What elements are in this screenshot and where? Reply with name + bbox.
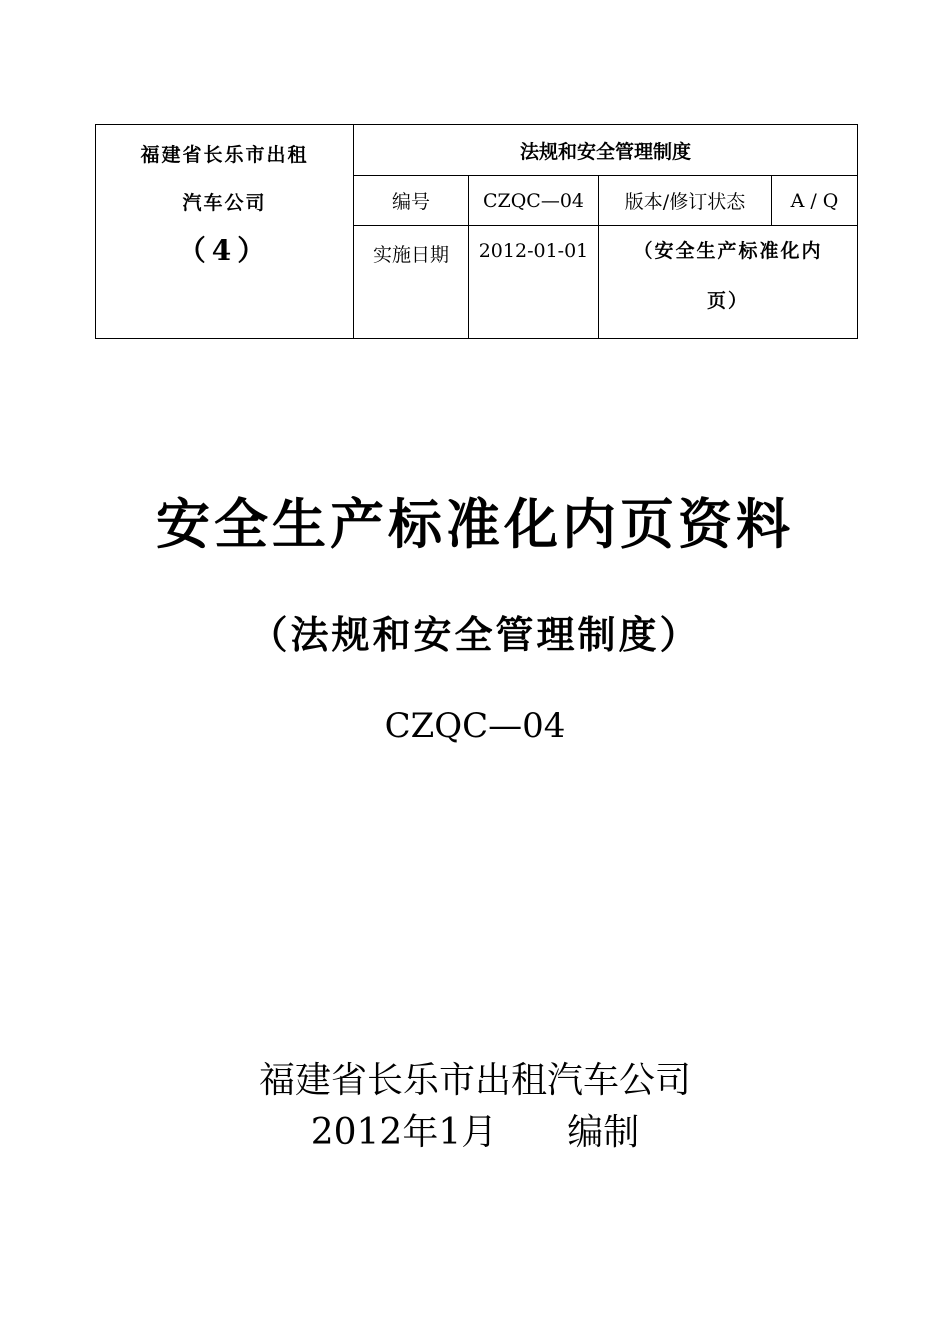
company-cell (96, 125, 354, 339)
document-header-table (95, 124, 858, 339)
footer-company: 福建省长乐市出租汽车公司 (258, 1060, 691, 1101)
date-value: 2012-01-01 (469, 226, 599, 339)
document-title: 法规和安全管理制度 (354, 125, 858, 176)
company-name-line2: 汽车公司 (182, 192, 267, 214)
note-cell (599, 226, 858, 339)
version-value: A / Q (772, 176, 858, 226)
version-label: 版本/修订状态 (599, 176, 772, 226)
footer-date: 2012年1月 (310, 1112, 498, 1153)
sub-title: （法规和安全管理制度） (249, 612, 701, 657)
note-line1: （安全生产标准化内 (633, 240, 823, 262)
code-value: CZQC—04 (469, 176, 599, 226)
footer-action: 编制 (567, 1112, 640, 1153)
document-code: CZQC—04 (384, 706, 566, 746)
date-label: 实施日期 (354, 226, 469, 339)
company-name-line1: 福建省长乐市出租 (140, 144, 309, 166)
note-line2: 页） (707, 290, 750, 312)
code-label: 编号 (354, 176, 469, 226)
footer-date-line (0, 1104, 950, 1155)
company-number: （4） (177, 234, 272, 267)
main-title: 安全生产标准化内页资料 (156, 492, 794, 556)
